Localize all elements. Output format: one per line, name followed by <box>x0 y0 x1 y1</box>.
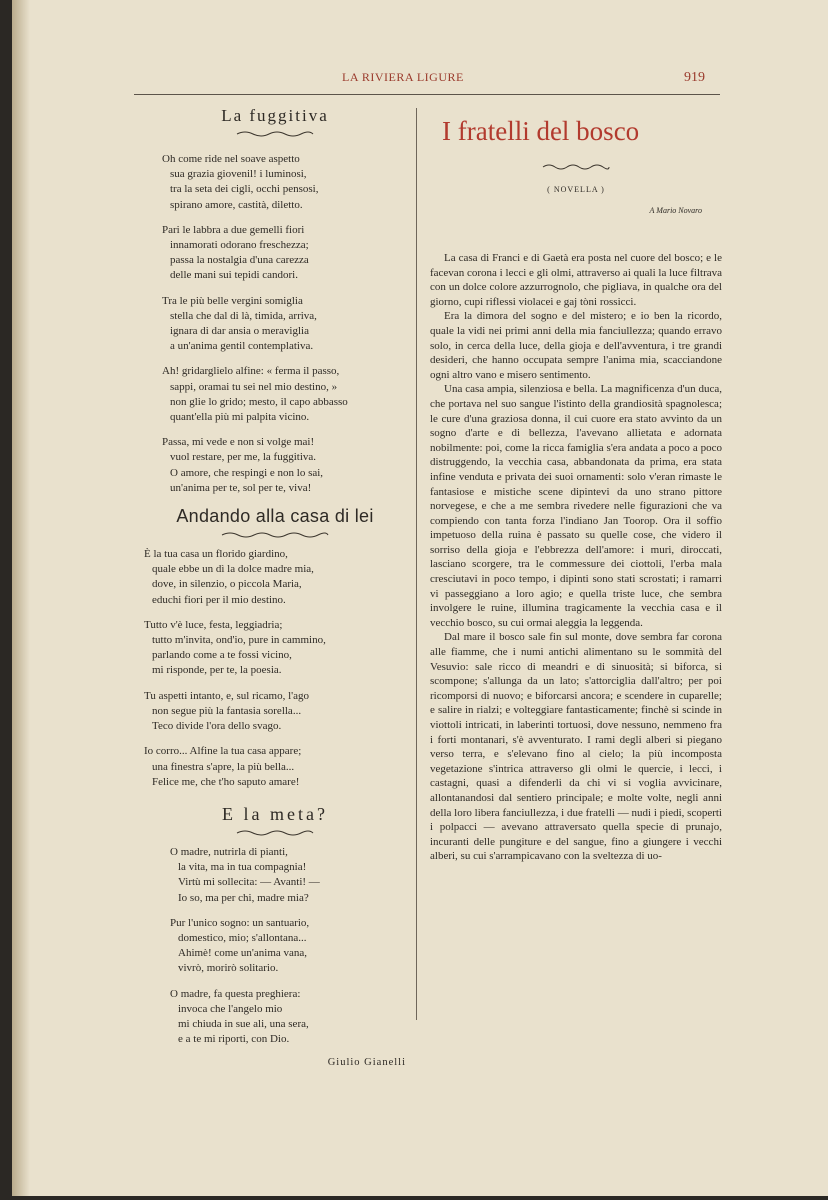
page-fold-shadow <box>12 0 30 1196</box>
poem-la-fuggitiva <box>144 106 406 496</box>
stanza: Tutto v'è luce, festa, leggiadria; tutto m'invita, ond'io, pure in cammino, parlando come a te fossi vicino, mi risponde, per te, la poesia. <box>144 618 326 677</box>
stanza: Io corro... Alfine la tua casa appare; una finestra s'apre, la più bella... Felice me, che t'ho saputo amare! <box>144 745 302 788</box>
stanza: Passa, mi vede e non si volge mai! vuol restare, per me, la fuggitiva. O amore, che respingi e non lo sai, un'anima per te, sol per te, viva! <box>162 436 324 494</box>
paragraph: Era la dimora del sogno e del mistero; e io ben la ricordo, quale la vidi nei primi anni della mia fanciullezza; quando erravo solo, in cerca della luce, della gioja e dell'avventura, i tre grandi desideri, che hanno occupata sempre l'anima mia, scacciandone ogni altro vano e misero sentimento. <box>430 310 722 381</box>
newspaper-page <box>12 0 828 1196</box>
paragraph: Dal mare il bosco sale fin sul monte, dove sembra far corona alle fiamme, che i numi antichi alimentano su le sommità del Vesuvio: sale ricco di meandri e di sinuosità; si biforca, si scompone; s'allunga da un lato; s'attorciglia dall'altro; per poi ricomporsi di nuovo; e biforcarsi ancora; e scendere in cuparelle; e salire in rialzi; e volteggiare fantasticamente; finchè si scinde in viottoli intricati, in laberinti tortuosi, dove nessuno, nemmeno fra i forti montanari, s'è avventurato. I rami degli alberi si piegano verso terra, e s'elevano fino al cielo; la più incomposta vegetazione s'intrica attraverso gli olmi le quercie, i lecci, i castagni, quasi a difenderli da chi vi si voglia avvicinare, allontanandosi dal sentiero principale; e molte volte, negli anni della loro libera fanciullezza, i due fratelli — nudi i piedi, scoperti i polpacci — avevano attraversato quella specie di prunajo, incuranti delle pungiture e del sangue, fino a giungere i vecchi alberi, su cui s'arrampicavano con la sveltezza di uo- <box>430 631 722 863</box>
story-column <box>430 100 722 864</box>
stanza: Tra le più belle vergini somiglia stella che dal di là, timida, arriva, ignara di dar ansia o meraviglia a un'anima gentil contemplativa. <box>162 294 317 353</box>
dedication: A Mario Novaro <box>649 206 702 215</box>
flourish-ornament <box>235 130 315 138</box>
poem-title: E la meta? <box>222 803 328 824</box>
flourish-ornament <box>541 163 611 171</box>
stanza: È la tua casa un florido giardino, quale ebbe un dì la dolce madre mia, dove, in silenzio, o piccola Maria, educhi fiori per il mio destino. <box>144 548 314 606</box>
flourish-ornament <box>235 829 315 837</box>
poem-title: La fuggitiva <box>221 106 329 125</box>
poem-e-la-meta <box>144 804 406 1068</box>
stanza: Pur l'unico sogno: un santuario, domestico, mio; s'allontana... Ahimè! come un'anima vana, vivrò, morirò solitario. <box>170 916 310 975</box>
stanza: Oh come ride nel soave aspetto sua grazia giovenil! i luminosi, tra la seta dei cigli, occhi pensosi, spirano amore, castità, diletto. <box>162 153 319 211</box>
story-title: I fratelli del bosco <box>442 116 640 146</box>
story-body <box>430 251 722 864</box>
stanza: Ah! gridarglielo alfine: « ferma il passo, sappi, oramai tu sei nel mio destino, » non glie lo grido; mesto, il capo abbasso quant'ella più mi palpita vicino. <box>162 365 348 424</box>
column-divider <box>416 108 417 1020</box>
paragraph: Una casa ampia, silenziosa e bella. La magnificenza d'un duca, che portava nel suo sangue l'istinto della grandiosità spagnolesca; le cure d'una graziosa donna, il cui cuore era stato avvinto da un sogno d'arte e di bellezza, l'avevano allietata e adornata nobilmente: poi, come la ricca famiglia s'era andata a poco a poco distruggendo, la vecchia casa, abbandonata da prima, era stata infine venduta e privata dei suoi ornamenti: solo v'eran rimaste le fantasiose e mistiche scene dipintevi da uno strano pittore norvegese, e che a me sembra rivedere nelle figurazioni che va compiendo con tanta forza l'indiano Jan Toorop. Ora il soffio impetuoso della ruina è passato su quelle cose, che videro il sorriso della gioja e l'ebbrezza dell'amore: i muri, diroccati, lasciano scorgere, tra le commessure dei ciottoli, l'erba mala cresciutavi in poco tempo, i dipinti sono stati scrostati; i ramarri vi passeggiano a loro agio; e quella triste luce, che sembra involgere le ruine, illumina tragicamente la vecchia casa e il vecchio bosco, su cui ormai aleggia la leggenda. <box>430 383 722 629</box>
stanza: O madre, nutrirla di pianti, la vita, ma in tua compagnia! Virtù mi sollecita: — Avanti! — Io so, ma per chi, madre mia? <box>170 845 320 904</box>
poem-andando-alla-casa-di-lei <box>144 506 406 790</box>
story-subtitle: ( NOVELLA ) <box>547 185 605 194</box>
header-rule <box>134 94 720 95</box>
flourish-ornament <box>220 531 330 539</box>
stanza: Pari le labbra a due gemelli fiori innamorati odorano freschezza; passa la nostalgia d'una carezza delle mani sui tepidi candori. <box>162 223 309 282</box>
stanza: Tu aspetti intanto, e, sul ricamo, l'ago non segue più la fantasia sorella... Teco divide l'ora dello svago. <box>144 689 310 733</box>
author-signature: Giulio Gianelli <box>327 1057 406 1069</box>
stanza: O madre, fa questa preghiera: invoca che l'angelo mio mi chiuda in sue ali, una sera, e a te mi riporti, con Dio. <box>170 987 309 1046</box>
poem-title: Andando alla casa di lei <box>176 506 374 527</box>
paragraph: La casa di Franci e di Gaetà era posta nel cuore del bosco; e le facevan corona i lecci e gli olmi, attraverso ai quali la luce filtrava con un dolce colore azzurrognolo, che pigliava, in qualche ora del giorno, cupi riflessi violacei e gaj tòni rossicci. <box>430 252 722 308</box>
running-header: LA RIVIERA LIGURE <box>342 70 464 84</box>
poems-column <box>144 100 406 1068</box>
page-number: 919 <box>684 70 705 85</box>
